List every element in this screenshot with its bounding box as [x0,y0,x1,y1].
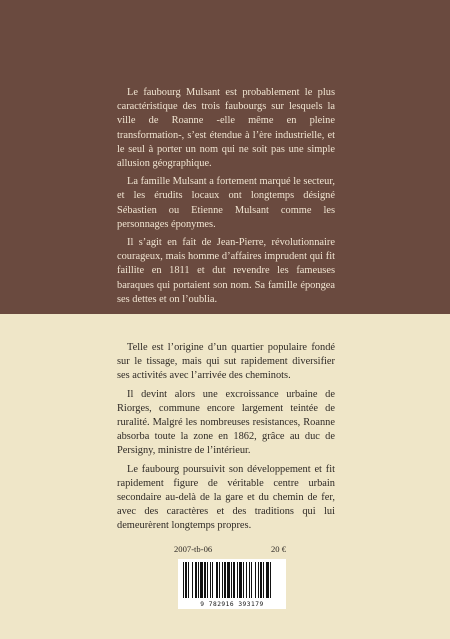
barcode-bar [260,562,262,598]
bottom-text-block [117,341,335,538]
barcode-bar [198,562,199,598]
paragraph: Il devint alors une excroissance urbaine de Riorges, commune encore largement teintée de ruralité. Malgré les nombreuses resistances, Roanne absorba toute la zone en 1862, grâce au duc de Persigny, ministre de l’intérieur. [117,388,335,457]
barcode-bar [183,562,184,598]
barcode-bar [207,562,208,598]
barcode-bar [227,562,230,598]
isbn-barcode [178,559,286,609]
bottom-cream-panel [0,314,450,639]
paragraph: Telle est l’origine d’un quartier populaire fondé sur le tissage, mais qui sut rapidement diversifier ses activités avec l’arrivée des cheminots. [117,342,335,382]
barcode-bar [219,562,220,598]
paragraph: La famille Mulsant a fortement marqué le secteur, et les érudits locaux ont longtemps désigné Sébastien ou Etienne Mulsant comme les personnages éponymes. [117,176,335,230]
paragraph: Le faubourg poursuivit son développement et fit rapidement figure de véritable centre urbain secondaire au-delà de la gare et du chemin de fer, avec des caractères et des traditions qui lui demeurèrent longtemps propres. [117,463,335,532]
barcode-bar [237,562,238,598]
barcode-bar [192,562,193,598]
barcode-bar [239,562,242,598]
barcode-bar [224,562,226,598]
barcode-bar [212,562,213,598]
price-label: 20 € [270,544,286,554]
barcode-bar [258,562,259,598]
barcode-bar [246,562,247,598]
top-brown-panel [0,0,450,314]
barcode-bar [263,562,264,598]
barcode-bar [249,562,250,598]
barcode-bar [251,562,252,598]
barcode-bar [188,562,189,598]
barcode-bar [233,562,235,598]
barcode-bar [195,562,197,598]
top-text-block [117,86,335,311]
barcode-digits: 9 782916 393179 [200,601,264,608]
barcode-bar [222,562,223,598]
barcode-bar [185,562,187,598]
barcode-bar [204,562,206,598]
paragraph: Le faubourg Mulsant est probablement le plus caractéristique des trois faubourgs sur lesquels la ville de Roanne -elle même en pleine transformation-, s’est étendue à l’ère industrielle, et le seul à porter un nom qui ne soit pas une simple allusion géographique. [117,87,335,170]
barcode-bar [216,562,218,598]
book-meta [174,544,286,554]
barcode-bar [270,562,271,598]
barcode-bar [210,562,211,598]
barcode-bar [231,562,232,598]
barcode-bar [255,562,256,598]
paragraph: Il s’agit en fait de Jean-Pierre, révolutionnaire courageux, mais homme d’affaires imprudent qui fit faillite en 1811 et dut revendre les fameuses baraques qui portaient son nom. Sa famille épongea ses dettes et on l’oublia. [117,237,335,305]
barcode-bar [200,562,203,598]
barcode-bar [243,562,244,598]
barcode-bar [266,562,269,598]
barcode-icon [178,559,286,601]
reference-code: 2007-tb-06 [174,544,213,554]
